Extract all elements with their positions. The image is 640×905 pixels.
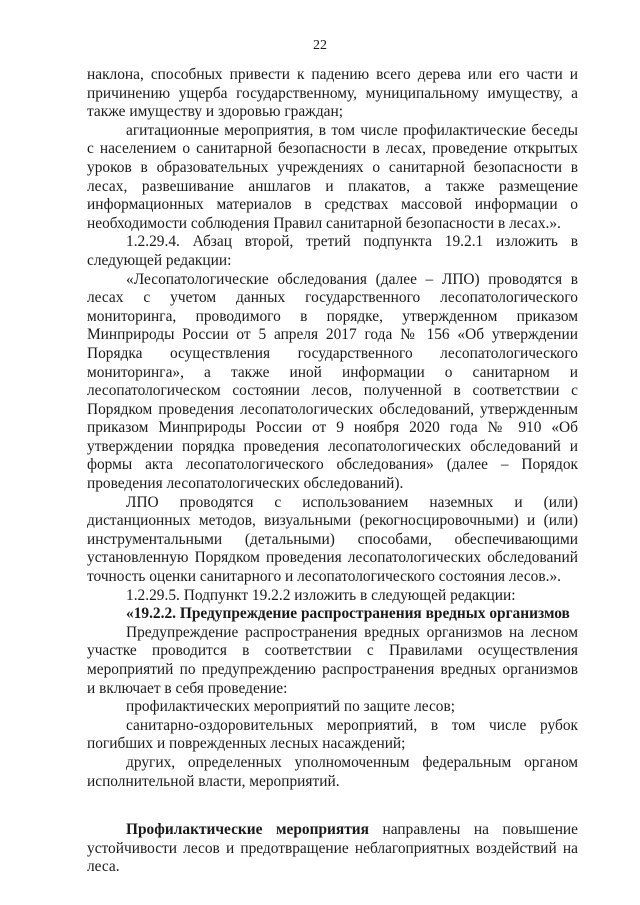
- paragraph-1: наклона, способных привести к падению всего дерева или его части и причинению ущерба государственному, муниципальному имуществу, а также имуществу и здоровью граждан;: [87, 66, 578, 121]
- paragraph-6: 1.2.29.5. Подпункт 19.2.2 изложить в следующей редакции:: [126, 586, 516, 604]
- final-paragraph-text: направлены на повышение устойчивости лесов и предотвращение неблагоприятных воздействий на леса.: [87, 821, 578, 876]
- section-heading: «19.2.2. Предупреждение распространения вредных организмов: [126, 605, 570, 623]
- paragraph-4: «Лесопатологические обследования (далее – ЛПО) проводятся в лесах с учетом данных государственного лесопатологического мониторинга, проводимого в порядке, утвержденном приказом Минприроды России от 5 апреля 2017 года № 156 «Об утверждении Порядка осуществления государственного лесопатологического мониторинга», а также иной информации о санитарном и лесопатологическом состоянии лесов, полученной в соответствии с Порядком проведения лесопатологических обследований, утвержденным приказом Минприроды России от 9 ноября 2020 года № 910 «Об утверждении порядка проведения лесопатологических обследований и формы акта лесопатологического обследования» (далее – Порядок проведения лесопатологических обследований).: [87, 270, 578, 493]
- paragraph-2: агитационные мероприятия, в том числе профилактические беседы с населением о санитарной безопасности в лесах, проведение открытых уроков в образовательных учреждениях о санитарной безопасности в лесах, развешивание аншлагов и плакатов, а также размещение информационных материалов в средствах массовой информации о необходимости соблюдения Правил санитарной безопасности в лесах.».: [87, 121, 578, 232]
- final-paragraph-bold-lead: Профилактические мероприятия: [126, 821, 369, 839]
- page-number: 22: [313, 38, 327, 53]
- paragraph-11: других, определенных уполномоченным федеральным органом исполнительной власти, мероприятий.: [87, 753, 578, 790]
- document-body: [87, 66, 578, 877]
- paragraph-10: санитарно-оздоровительных мероприятий, в том числе рубок погибших и поврежденных лесных насаждений;: [87, 716, 578, 753]
- paragraph-9: профилактических мероприятий по защите лесов;: [126, 698, 456, 716]
- paragraph-5: ЛПО проводятся с использованием наземных и (или) дистанционных методов, визуальными (рекогносцировочными) и (или) инструментальными (детальными) способами, обеспечивающими установленную Порядком проведения лесопатологических обследований точность оценки санитарного и лесопатологического состояния лесов.».: [87, 493, 578, 586]
- paragraph-3: 1.2.29.4. Абзац второй, третий подпункта 19.2.1 изложить в следующей редакции:: [87, 233, 578, 269]
- final-paragraph: [87, 821, 578, 877]
- paragraph-8: Предупреждение распространения вредных организмов на лесном участке проводится в соответствии с Правилами осуществления мероприятий по предупреждению распространения вредных организмов и включает в себя проведение:: [87, 623, 578, 697]
